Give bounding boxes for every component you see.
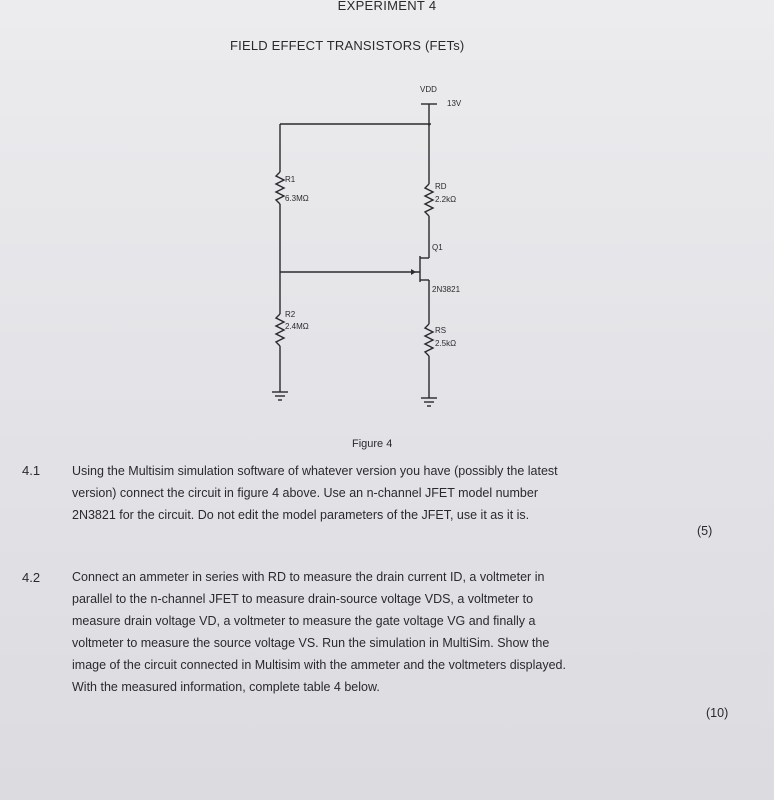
question-4-1-line: version) connect the circuit in figure 4 above. Use an n-channel JFET model number — [72, 486, 538, 500]
question-4-2-line: image of the circuit connected in Multisim with the ammeter and the voltmeters displayed. — [72, 658, 566, 672]
rs-value: 2.5kΩ — [435, 339, 457, 348]
question-4-1-line: Using the Multisim simulation software of whatever version you have (possibly the latest — [72, 464, 558, 478]
q1-model: 2N3821 — [432, 285, 461, 294]
question-4-2-line: Connect an ammeter in series with RD to measure the drain current ID, a voltmeter in — [72, 570, 545, 584]
rs-resistor — [425, 324, 433, 356]
figure-caption: Figure 4 — [352, 438, 393, 450]
page-subtitle: FIELD EFFECT TRANSISTORS (FETs) — [230, 38, 465, 53]
r2-label: R2 — [285, 310, 296, 319]
rs-label: RS — [435, 326, 447, 335]
question-4-1-marks: (5) — [697, 524, 713, 538]
vdd-value: 13V — [447, 99, 462, 108]
r1-resistor — [276, 172, 284, 204]
rd-value: 2.2kΩ — [435, 195, 457, 204]
question-4-2-text — [72, 566, 732, 698]
question-4-2-number: 4.2 — [22, 570, 41, 585]
question-4-2-marks: (10) — [706, 706, 729, 720]
question-4-2-line: measure drain voltage VD, a voltmeter to measure the gate voltage VG and finally a — [72, 614, 536, 628]
question-4-2-line: voltmeter to measure the source voltage VS. Run the simulation in MultiSim. Show the — [72, 636, 550, 650]
question-4-1-line: 2N3821 for the circuit. Do not edit the model parameters of the JFET, use it as it is. — [72, 508, 530, 522]
rd-resistor — [425, 184, 433, 216]
q1-label: Q1 — [432, 243, 443, 252]
rd-label: RD — [435, 182, 447, 191]
r2-value: 2.4MΩ — [285, 322, 309, 331]
jfet-q1-symbol — [411, 252, 429, 290]
question-4-1-text — [72, 460, 732, 526]
r2-resistor — [276, 314, 284, 346]
vdd-rail — [280, 104, 437, 126]
vdd-label: VDD — [420, 85, 437, 94]
page-title: EXPERIMENT 4 — [337, 0, 437, 13]
r1-value: 6.3MΩ — [285, 194, 309, 203]
r1-label: R1 — [285, 175, 296, 184]
question-4-2-line: parallel to the n-channel JFET to measure drain-source voltage VDS, a voltmeter to — [72, 592, 534, 606]
question-4-2-line: With the measured information, complete table 4 below. — [72, 680, 380, 694]
ground-symbol-left — [272, 392, 288, 400]
ground-symbol-right — [421, 398, 437, 406]
question-4-1-number: 4.1 — [22, 463, 41, 478]
